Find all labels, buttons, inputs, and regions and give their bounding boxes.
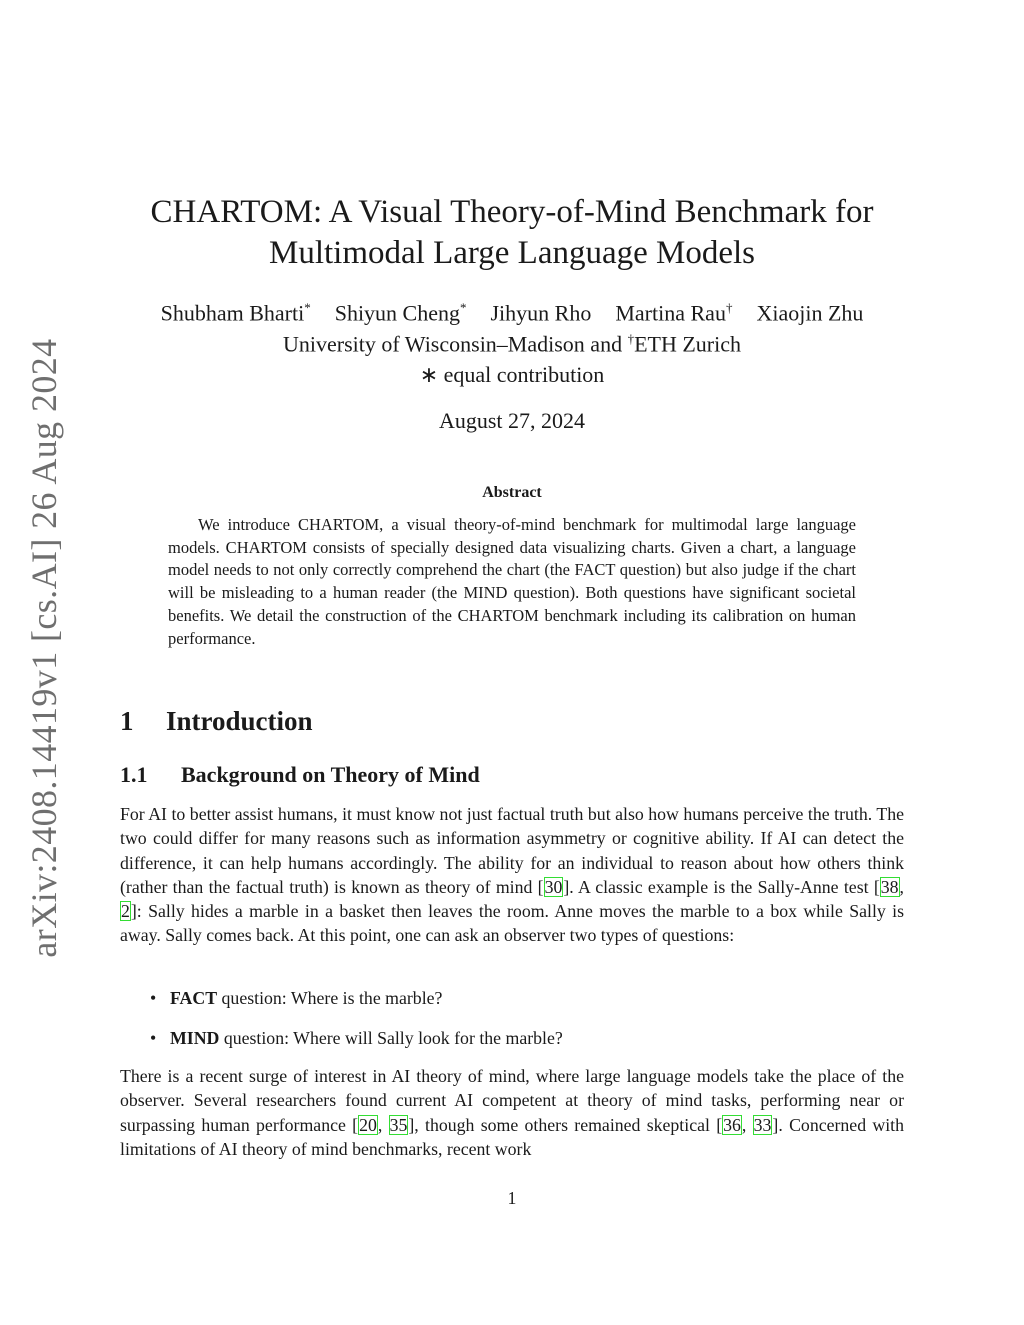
author: Martina Rau† [615,300,733,326]
author: Shiyun Cheng* [334,300,467,326]
citation-link[interactable]: 2 [121,901,130,922]
citation-link[interactable]: 30 [544,876,563,897]
list-item: • MIND question: Where will Sally look for the marble? [150,1028,563,1048]
citation-link[interactable]: 35 [389,1114,408,1135]
page-number: 1 [507,1188,517,1208]
citation-link[interactable]: 36 [723,1114,741,1135]
abstract-heading: Abstract [482,484,542,501]
body-paragraph: There is a recent surge of interest in AI theory of mind, where large language models take the place of the observer. Several researchers found current AI competent at theory of mind tasks, performing near or surpassing human performance [20, 35], though some others remained skeptical [36, 33]. Concerned with limitations of AI theory of mind benchmarks, recent work [120,1066,904,1159]
paper-title-line-2: Multimodal Large Language Models [268,235,756,271]
author: Jihyun Rho [490,300,592,326]
author: Xiaojin Zhu [756,300,864,326]
subsection-heading [120,762,480,788]
arxiv-identifier-stamp: arXiv:2408.14419v1 [cs.AI] 26 Aug 2024 [24,338,64,958]
paper-date: August 27, 2024 [438,408,586,433]
subsection-title: Background on Theory of Mind [181,762,480,787]
section-title: Introduction [166,706,313,736]
citation-link[interactable]: 20 [359,1114,377,1135]
citation-link[interactable]: 38 [880,876,899,897]
body-paragraph: For AI to better assist humans, it must know not just factual truth but also how humans perceive the truth. The two could differ for many reasons such as information asymmetry or cognitive ability. If AI can detect the difference, it can help humans accordingly. The ability for an individual to reason about how others think (rather than the factual truth) is known as theory of mind [30]. A classic example is the Sally-Anne test [38, 2]: Sally hides a marble in a basket then leaves the room. Anne moves the marble to a box while Sally is away. Sally comes back. At this point, one can ask an observer two types of questions: [120,804,904,946]
section-number: 1 [120,706,134,736]
abstract-text: We introduce CHARTOM, a visual theory-of-mind benchmark for multimodal large language models. CHARTOM consists of specially designed data visualizing charts. Given a chart, a language model needs to not only correctly comprehend the chart (the FACT question) but also judge if the chart will be misleading to a human reader (the MIND question). Both questions have significant societal benefits. We detail the construction of the CHARTOM benchmark including its calibration on human performance. [168,515,856,648]
equal-contribution-note: ∗ equal contribution [419,362,605,387]
question-list [150,986,563,1066]
section-heading [120,706,313,737]
author-list [100,300,924,326]
list-item: • FACT question: Where is the marble? [150,988,443,1008]
paper-title [100,192,924,274]
bullet-icon: • [150,988,157,1008]
author: Shubham Bharti* [160,300,311,326]
paper-title-line-1: CHARTOM: A Visual Theory-of-Mind Benchmark for [150,194,874,230]
bullet-icon: • [150,1028,157,1048]
citation-link[interactable]: 33 [753,1114,772,1135]
affiliation: University of Wisconsin–Madison and †ETH Zurich [283,331,741,357]
subsection-number: 1.1 [120,762,148,787]
